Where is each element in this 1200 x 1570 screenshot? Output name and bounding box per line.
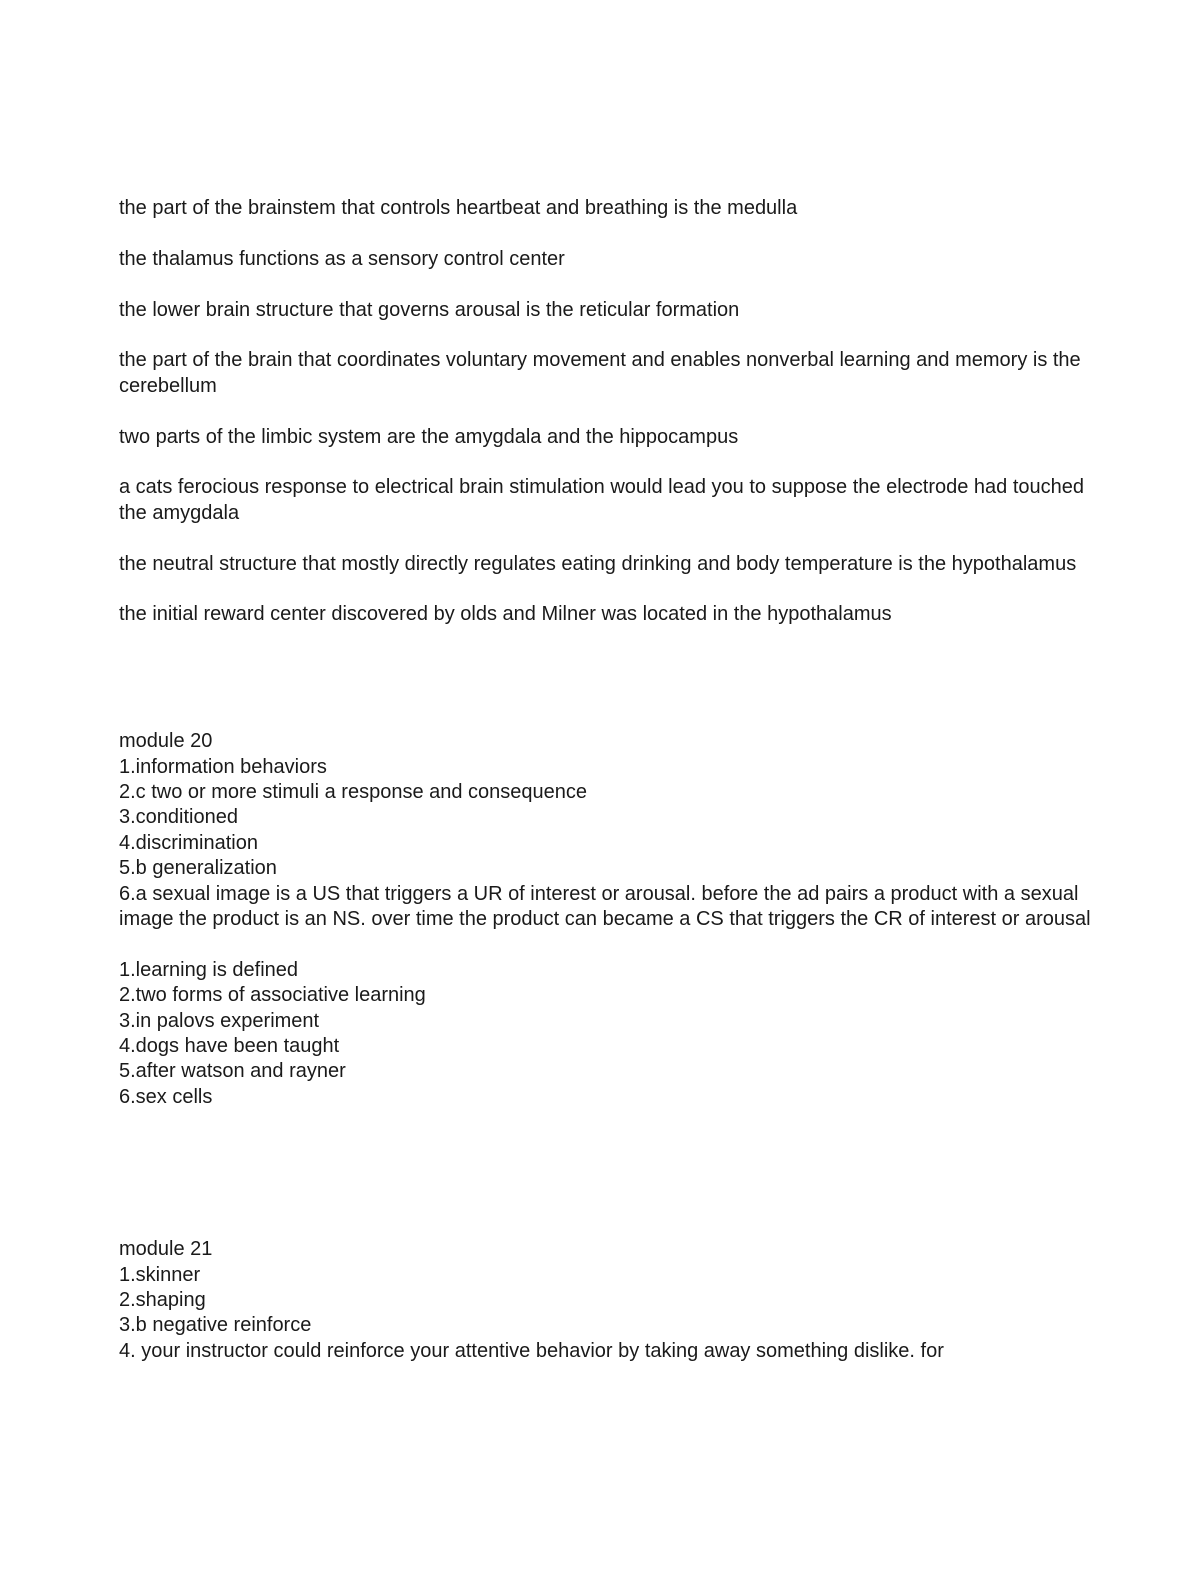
list-item: 1.skinner <box>119 1263 201 1286</box>
module-heading: module 21 <box>119 1238 213 1261</box>
spacer <box>119 653 1094 729</box>
list-item: 6.sex cells <box>119 1085 213 1108</box>
spacer <box>119 932 1094 957</box>
note-paragraph: the neutral structure that mostly directly regulates eating drinking and body temperature is the hypothalamus <box>119 552 1077 575</box>
note-paragraph: the initial reward center discovered by olds and Milner was located in the hypothalamus <box>119 603 892 626</box>
list-item: 4.dogs have been taught <box>119 1035 340 1058</box>
module-heading: module 20 <box>119 730 213 753</box>
list-item: 4.discrimination <box>119 831 258 854</box>
note-paragraph: the part of the brain that coordinates voluntary movement and enables nonverbal learning and memory is the cerebellum <box>119 349 1081 397</box>
list-item: 3.in palovs experiment <box>119 1009 320 1032</box>
list-item: 5.b generalization <box>119 857 277 880</box>
note-paragraph: the lower brain structure that governs arousal is the reticular formation <box>119 298 740 321</box>
module-20-questions <box>119 958 1094 1110</box>
list-item: 6.a sexual image is a US that triggers a UR of interest or arousal. before the ad pairs a product with a sexual image the product is an NS. over time the product can became a CS that triggers the CR of interest or arousal <box>119 882 1091 931</box>
module-20-section <box>119 729 1094 1110</box>
list-item: 2.c two or more stimuli a response and consequence <box>119 781 588 803</box>
list-item: 2.shaping <box>119 1289 206 1312</box>
list-item: 3.conditioned <box>119 806 238 829</box>
list-item: 5.after watson and rayner <box>119 1060 346 1083</box>
note-paragraph: a cats ferocious response to electrical brain stimulation would lead you to suppose the electrode had touched the amygdala <box>119 476 1085 524</box>
module-20-answers <box>119 755 1094 933</box>
list-item: 4. your instructor could reinforce your attentive behavior by taking away something dislike. for <box>119 1339 944 1362</box>
module-21-section <box>119 1237 1094 1364</box>
list-item: 1.learning is defined <box>119 958 299 981</box>
note-paragraph: the thalamus functions as a sensory control center <box>119 247 565 270</box>
list-item: 2.two forms of associative learning <box>119 984 426 1007</box>
note-paragraph: two parts of the limbic system are the amygdala and the hippocampus <box>119 425 739 448</box>
spacer <box>119 1110 1094 1237</box>
note-paragraph: the part of the brainstem that controls heartbeat and breathing is the medulla <box>119 197 798 219</box>
document-body <box>119 196 1094 1364</box>
list-item: 1.information behaviors <box>119 755 327 778</box>
list-item: 3.b negative reinforce <box>119 1314 312 1337</box>
